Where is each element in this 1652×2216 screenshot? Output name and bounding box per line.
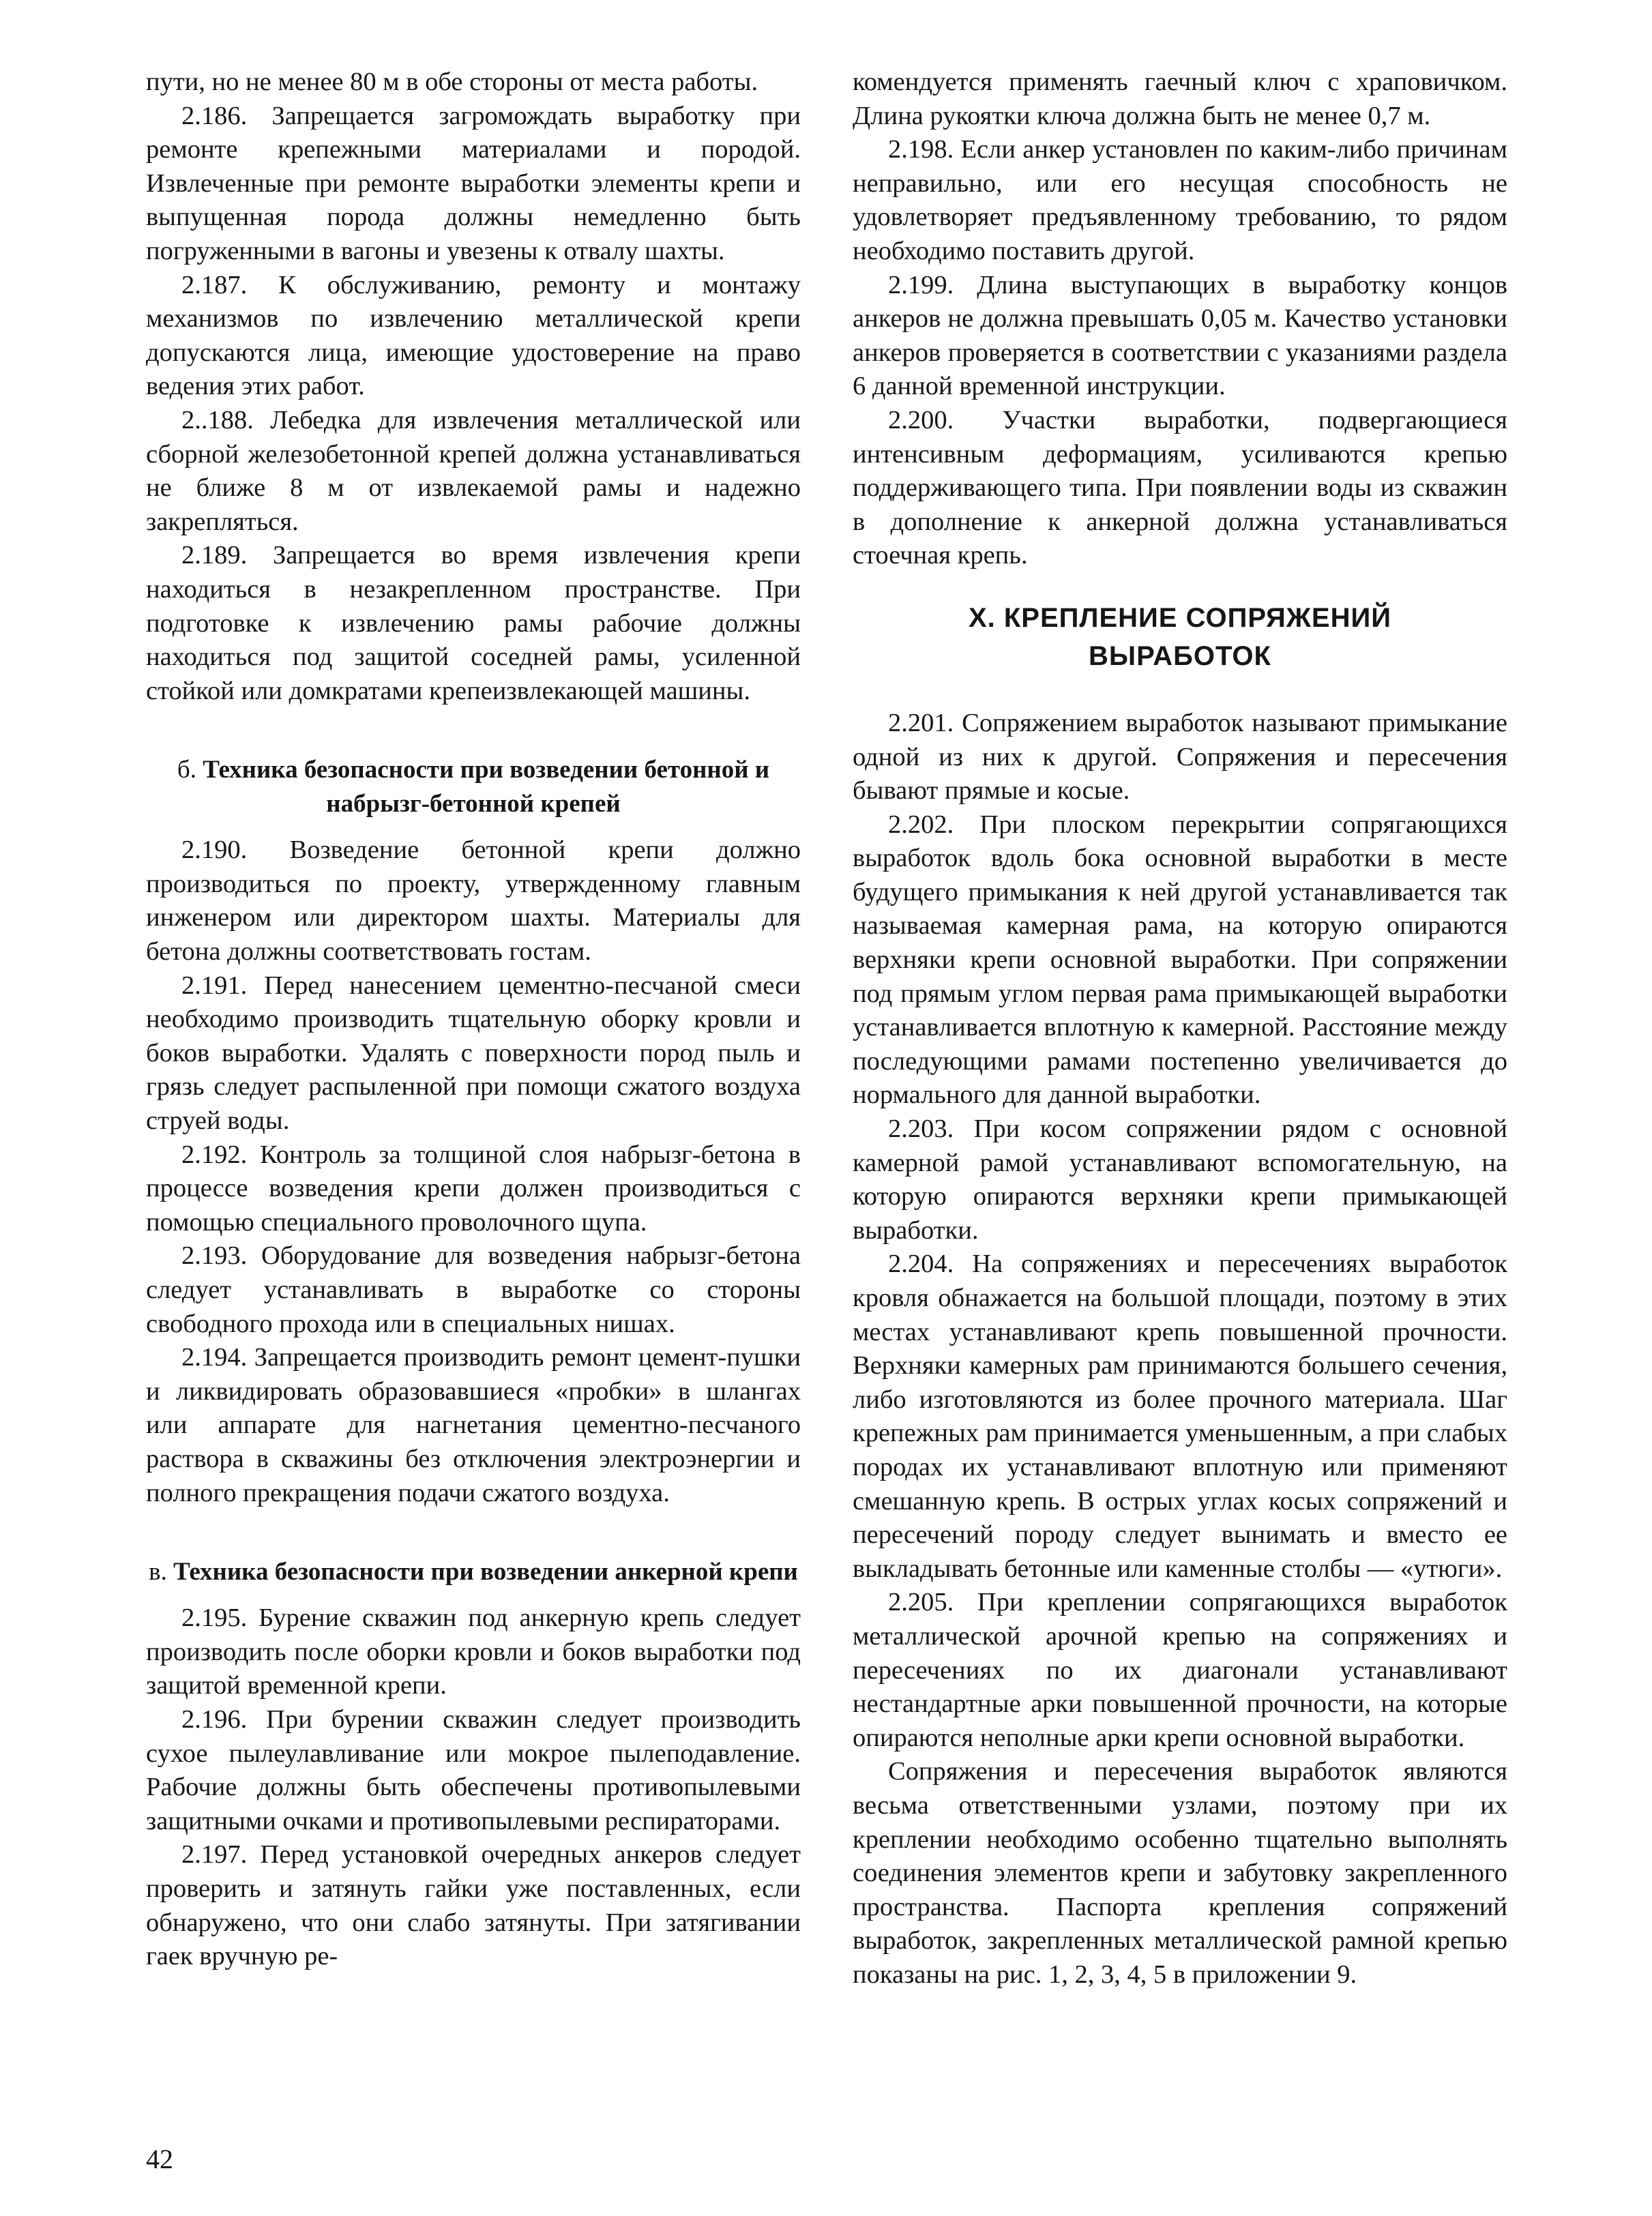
- section-letter: б.: [177, 756, 196, 784]
- paragraph-2-187: 2.187. К обслуживанию, ремонту и монтажу механизмов по извлечению металлической крепи допускаются лица, имеющие удостоверение на право ведения этих работ.: [146, 270, 801, 401]
- paragraph-2-205: 2.205. При креплении сопрягающихся выработок металлической арочной крепью на сопряжениях и пересечениях по их диагонали устанавливают нестандартные арки повышенной прочности, на которые опираются неполные арки крепи основной выработки.: [853, 1588, 1507, 1752]
- paragraph-2-196: 2.196. При бурении скважин следует производить сухое пылеулавливание или мокрое пылеподавление. Рабочие должны быть обеспечены противопылевыми защитными очками и противопылевыми респираторами.: [146, 1704, 801, 1835]
- paragraph-2-202: 2.202. При плоском перекрытии сопрягающихся выработок вдоль бока основной выработки в месте будущего примыкания к ней другой устанавливается так называемая камерная рама, на которую опираются верхняки крепи основной выработки. При сопряжении под прямым углом первая рама примыкающей выработки устанавливается вплотную к камерной. Расстояние между последующими рамами постепенно увеличивается до нормального для данной выработки.: [853, 810, 1507, 1110]
- left-column: [146, 65, 801, 1974]
- paragraph-continued: комендуется применять гаечный ключ с храповичком. Длина рукоятки ключа должна быть не менее 0,7 м.: [853, 68, 1507, 130]
- paragraph-2-188: 2..188. Лебедка для извлечения металлической или сборной железобетонной крепей должна устанавливаться не ближе 8 м от извлекаемой рамы и надежно закрепляться.: [146, 405, 801, 536]
- paragraph-2-200: 2.200. Участки выработки, подвергающиеся интенсивным деформациям, усиливаются крепью поддерживающего типа. При появлении воды из скважин в дополнение к анкерной должна устанавливаться стоечная крепь.: [853, 405, 1507, 570]
- paragraph-2-193: 2.193. Оборудование для возведения набрызг-бетона следует устанавливать в выработке со стороны свободного прохода или в специальных нишах.: [146, 1241, 801, 1338]
- section-title: Техника безопасности при возведении бетонной и набрызг-бетонной крепей: [203, 756, 770, 818]
- section-title: Техника безопасности при возведении анкерной крепи: [173, 1558, 798, 1586]
- paragraph-2-198: 2.198. Если анкер установлен по каким-либо причинам неправильно, или его несущая способность не удовлетворяет предъявленному требованию, то рядом необходимо поставить другой.: [853, 135, 1507, 265]
- section-heading-v: [146, 1555, 801, 1589]
- paragraph-2-186: 2.186. Запрещается загромождать выработку при ремонте крепежными материалами и породой. Извлеченные при ремонте выработки элементы крепи и выпущенная порода должны немедленно быть погруженными в вагоны и увезены к отвалу шахты.: [146, 101, 801, 265]
- section-heading-b: [146, 753, 801, 821]
- paragraph-2-204: 2.204. На сопряжениях и пересечениях выработок кровля обнажается на большой площади, поэтому в этих местах устанавливают крепь повышенной прочности. Верхняки камерных рам принимаются большего сечения, либо изготовляются из более прочного материала. Шаг крепежных рам принимается уменьшенным, а при слабых породах их устанавливают вплотную или применяют смешанную крепь. В острых углах косых сопряжений и пересечений породу следует вынимать и вместо ее выкладывать бетонные или каменные столбы — «утюги».: [853, 1250, 1507, 1583]
- paragraph-2-197: 2.197. Перед установкой очередных анкеров следует проверить и затянуть гайки уже поставленных, если обнаружено, что они слабо затянуты. При затягивании гаек вручную ре-: [146, 1840, 801, 1971]
- paragraph-2-199: 2.199. Длина выступающих в выработку концов анкеров не должна превышать 0,05 м. Качество установки анкеров проверяется в соответствии с указаниями раздела 6 данной временной инструкции.: [853, 270, 1507, 401]
- paragraph-2-190: 2.190. Возведение бетонной крепи должно производиться по проекту, утвержденному главным инженером или директором шахты. Материалы для бетона должны соответствовать гостам.: [146, 836, 801, 966]
- paragraph-2-201: 2.201. Сопряжением выработок называют примыкание одной из них к другой. Сопряжения и пересечения бывают прямые и косые.: [853, 708, 1507, 806]
- right-column: [853, 65, 1507, 1992]
- paragraph-2-195: 2.195. Бурение скважин под анкерную крепь следует производить после оборки кровли и боков выработки под защитой временной крепи.: [146, 1604, 801, 1700]
- chapter-heading-line-1: X. КРЕПЛЕНИЕ СОПРЯЖЕНИЙ: [968, 602, 1391, 633]
- page-number: 42: [146, 2144, 173, 2174]
- section-letter: в.: [149, 1558, 167, 1586]
- paragraph-2-191: 2.191. Перед нанесением цементно-песчаной смеси необходимо производить тщательную оборку кровли и боков выработки. Удалять с поверхности пород пыль и грязь следует распыленной при помощи сжатого воздуха струей воды.: [146, 971, 801, 1136]
- chapter-heading: [853, 599, 1507, 675]
- paragraph-2-194: 2.194. Запрещается производить ремонт цемент-пушки и ликвидировать образовавшиеся «пробки» в шлангах или аппарате для нагнетания цементно-песчаного раствора в скважины без отключения электроэнергии и полного прекращения подачи сжатого воздуха.: [146, 1343, 801, 1507]
- paragraph-2-189: 2.189. Запрещается во время извлечения крепи находиться в незакрепленном пространстве. При подготовке к извлечению рамы рабочие должны находиться под защитой соседней рамы, усиленной стойкой или домкратами крепеизвлекающей машины.: [146, 541, 801, 705]
- paragraph-2-192: 2.192. Контроль за толщиной слоя набрызг-бетона в процессе возведения крепи должен производиться с помощью специального проволочного щупа.: [146, 1140, 801, 1237]
- paragraph-continued: пути, но не менее 80 м в обе стороны от места работы.: [146, 68, 758, 96]
- paragraph-final: Сопряжения и пересечения выработок являются весьма ответственными узлами, поэтому при их креплении необходимо особенно тщательно выполнять соединения элементов крепи и забутовку закрепленного пространства. Паспорта крепления сопряжений выработок, закрепленных металлической рамной крепью показаны на рис. 1, 2, 3, 4, 5 в приложении 9.: [853, 1757, 1507, 1989]
- chapter-heading-line-2: ВЫРАБОТОК: [1089, 640, 1271, 671]
- paragraph-2-203: 2.203. При косом сопряжении рядом с основной камерной рамой устанавливают вспомогательную, на которую опираются верхняки крепи примыкающей выработки.: [853, 1114, 1507, 1245]
